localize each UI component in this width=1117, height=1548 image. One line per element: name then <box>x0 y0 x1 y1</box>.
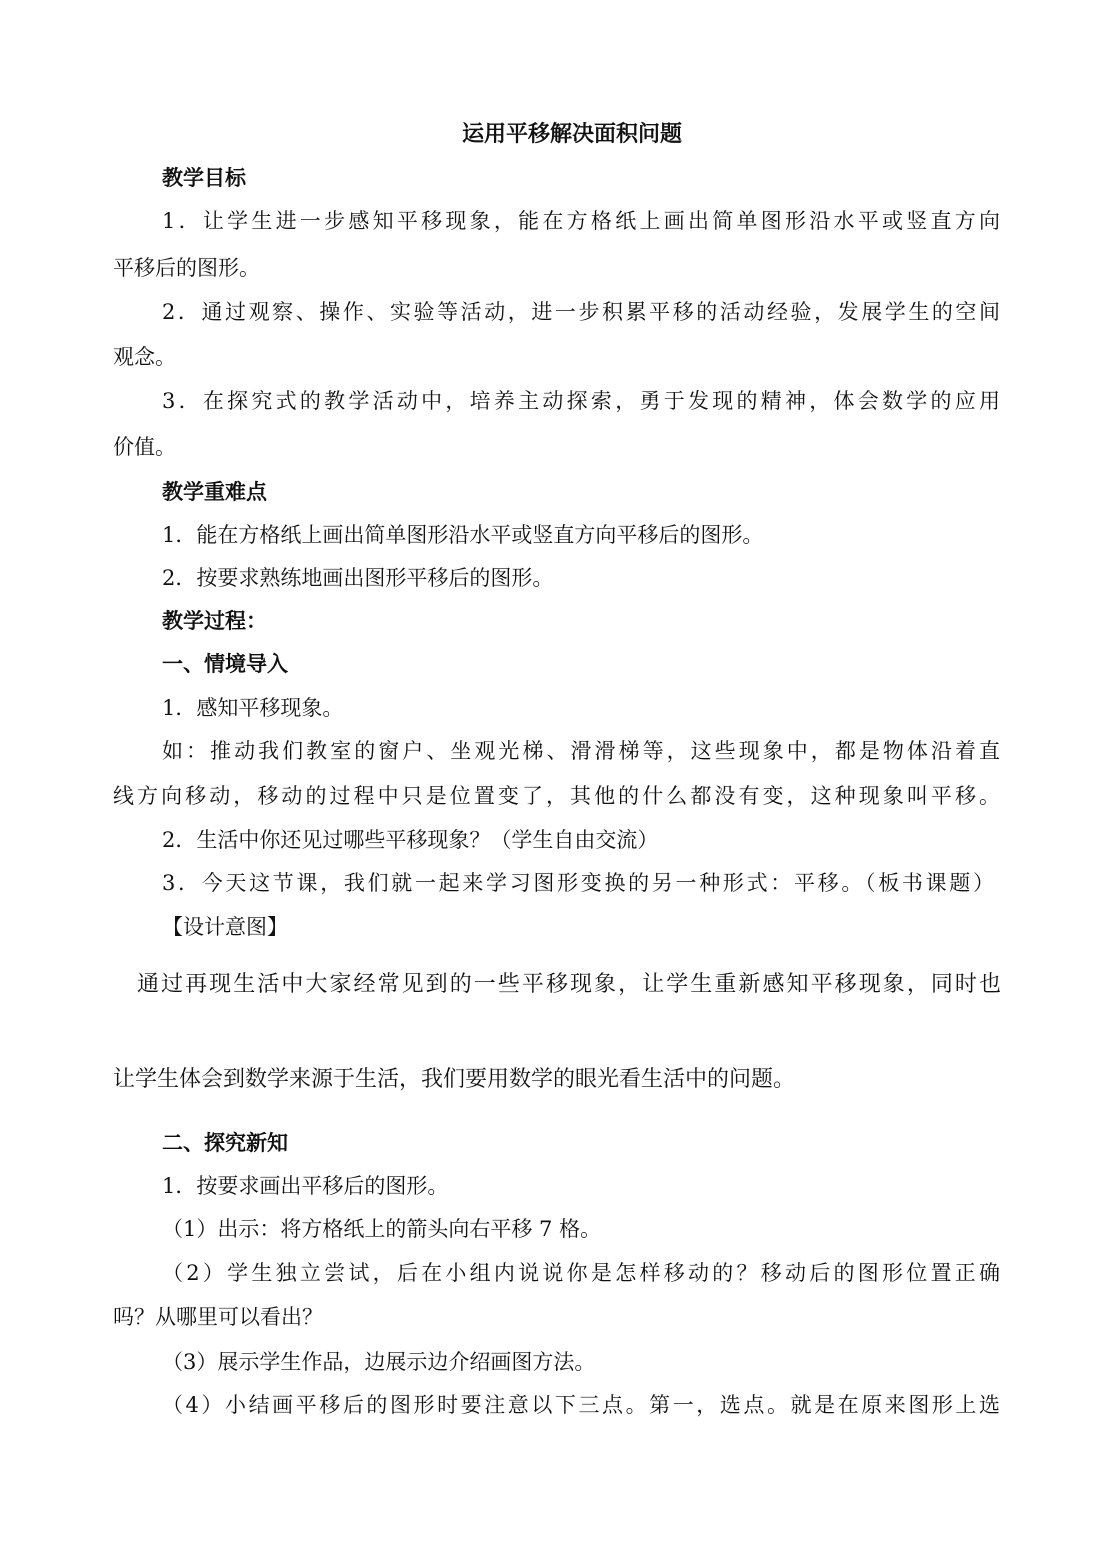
heading-teaching-process: 教学过程： <box>162 609 267 633</box>
goal-1-line-1: 1．让学生进一步感知平移现象，能在方格纸上画出简单图形沿水平或竖直方向 <box>162 209 1000 233</box>
part-1-item-3: 2．生活中你还见过哪些平移现象？（学生自由交流） <box>162 828 659 852</box>
design-intent-line-1: 通过再现生活中大家经常见到的一些平移现象，让学生重新感知平移现象，同时也 <box>137 972 1001 997</box>
part-1-item-2-line-2: 线方向移动，移动的过程中只是位置变了，其他的什么都没有变，这种现象叫平移。 <box>113 784 1000 808</box>
key-point-1: 1．能在方格纸上画出简单图形沿水平或竖直方向平移后的图形。 <box>162 523 764 547</box>
part-1-item-4: 3．今天这节课，我们就一起来学习图形变换的另一种形式：平移。（板书课题） <box>162 871 994 895</box>
design-intent-line-2: 让学生体会到数学来源于生活，我们要用数学的眼光看生活中的问题。 <box>113 1067 796 1092</box>
part-2-item-3-line-1: （2）学生独立尝试，后在小组内说说你是怎样移动的？移动后的图形位置正确 <box>162 1261 1000 1285</box>
part-2-item-4: （3）展示学生作品，边展示边介绍画图方法。 <box>162 1350 596 1374</box>
part-1-item-2-line-1: 如：推动我们教室的窗户、坐观光梯、滑滑梯等，这些现象中，都是物体沿着直 <box>162 739 1000 763</box>
design-intent-label: 【设计意图】 <box>162 915 288 939</box>
document-title: 运用平移解决面积问题 <box>462 122 683 147</box>
goal-2-line-2: 观念。 <box>113 345 176 369</box>
part-2-item-1: 1．按要求画出平移后的图形。 <box>162 1174 449 1198</box>
heading-part-1: 一、情境导入 <box>162 652 288 676</box>
heading-key-points: 教学重难点 <box>162 480 267 504</box>
part-2-item-3-line-2: 吗？从哪里可以看出？ <box>113 1305 323 1329</box>
goal-1-line-2: 平移后的图形。 <box>113 256 260 280</box>
goal-3-line-2: 价值。 <box>113 435 176 459</box>
goal-2-line-1: 2．通过观察、操作、实验等活动，进一步积累平移的活动经验，发展学生的空间 <box>162 300 1000 324</box>
goal-3-line-1: 3．在探究式的教学活动中，培养主动探索，勇于发现的精神，体会数学的应用 <box>162 389 1000 413</box>
part-2-item-5: （4）小结画平移后的图形时要注意以下三点。第一，选点。就是在原来图形上选 <box>162 1393 1000 1417</box>
heading-teaching-goals: 教学目标 <box>162 166 246 190</box>
part-1-item-1: 1．感知平移现象。 <box>162 696 344 720</box>
heading-part-2: 二、探究新知 <box>162 1131 288 1155</box>
part-2-item-2: （1）出示：将方格纸上的箭头向右平移 7 格。 <box>162 1217 602 1241</box>
key-point-2: 2．按要求熟练地画出图形平移后的图形。 <box>162 566 554 590</box>
